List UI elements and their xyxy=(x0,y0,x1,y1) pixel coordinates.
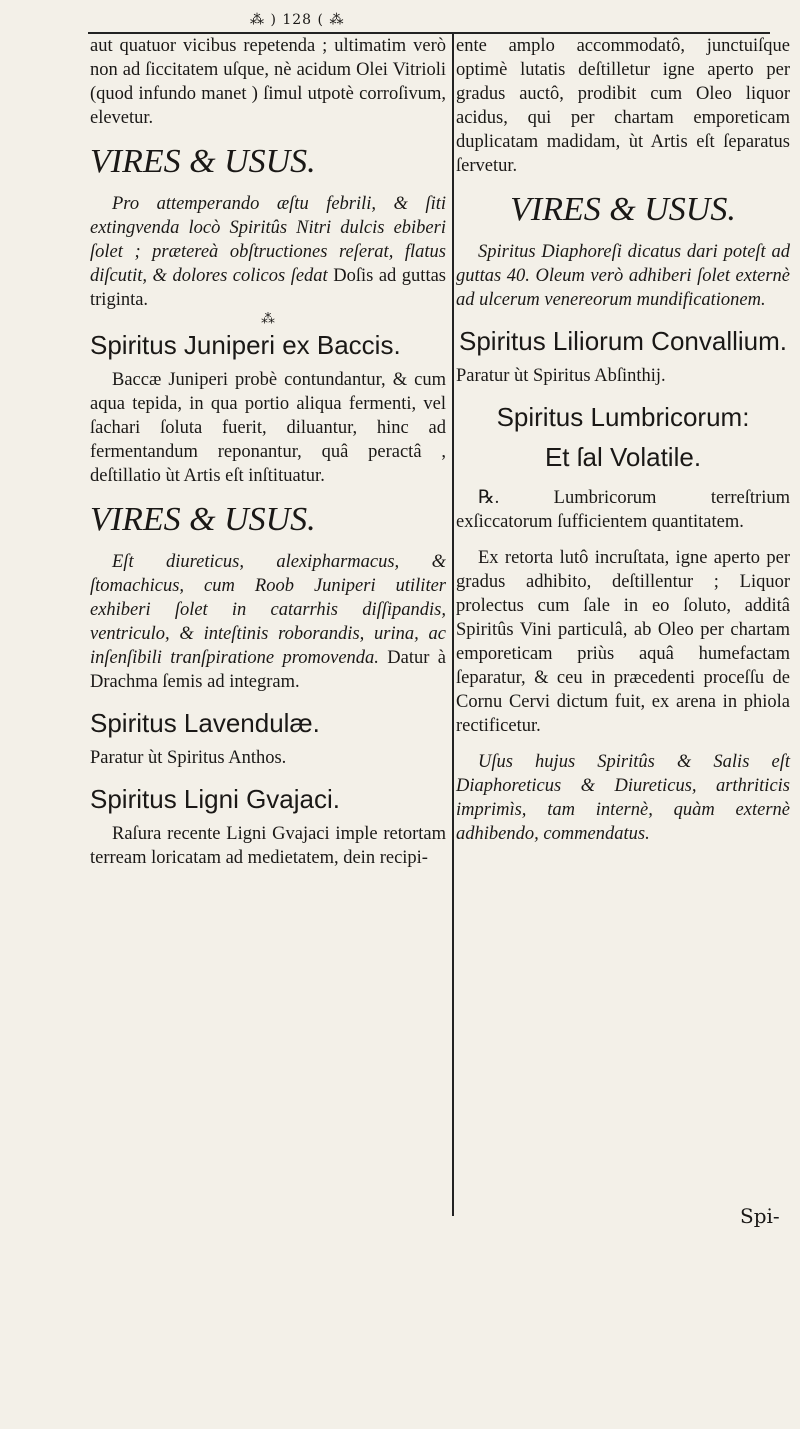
paragraph xyxy=(90,550,446,694)
right-column xyxy=(456,34,790,846)
paragraph: ℞. Lumbricorum terreſtrium exſiccatorum ſufficientem quantitatem. xyxy=(456,488,790,532)
section-heading: Et ſal Volatile. xyxy=(544,442,702,472)
ornament: ⁂ xyxy=(261,312,275,327)
page-header: ⁂ ) 128 ( ⁂ xyxy=(250,12,345,28)
section-heading: Spiritus Lumbricorum: xyxy=(496,402,750,432)
section-heading: Spiritus Liliorum Convallium. xyxy=(459,326,787,356)
paragraph: Spiritus Diaphoreſi dicatus dari poteſt ad guttas 40. Oleum verò adhiberi ſolet externè ad ulcerum venereorum mundificationem. xyxy=(456,242,790,310)
paragraph: Raſura recente Ligni Gvajaci imple retortam terream loricatam ad medietatem, dein recipi- xyxy=(90,824,446,868)
dose-text: Doſis ad guttas triginta. xyxy=(90,266,446,310)
paragraph: Ex retorta lutô incruſtata, igne aperto per gradus adhibito, deſtillentur ; Liquor prolectus cum ſale in eo ſoluto, additâ Spiritûs Vini particulâ, ab Oleo per chartam emporeticam priùs aquâ humefactam ſeparatur, & ceu in præcedenti proceſſu de Cornu Cervi dictum fuit, ex arena in phiola rectificetur. xyxy=(456,548,790,736)
paragraph: Baccæ Juniperi probè contundantur, & cum aqua tepida, in qua portio aliqua fermenti, vel ſachari ſoluta fuerit, diluantur, hinc ad fermentandum reponantur, quâ peractâ , deſtillatio ùt Artis eſt inſtituatur. xyxy=(90,370,446,486)
section-heading: Spiritus Lavendulæ. xyxy=(90,708,320,738)
section-heading: Spiritus Juniperi ex Baccis. xyxy=(90,330,401,360)
paragraph: ente amplo accommodatô, junctuiſque optimè lutatis deſtilletur igne aperto per gradus auctô, prodibit cum Oleo liquor acidus, qui per chartam emporeticam duplicatam madidam, ùt Artis eſt ſeparatus ſervetur. xyxy=(456,36,790,176)
catchword: Spi- xyxy=(740,1204,780,1228)
left-column xyxy=(90,34,446,870)
section-heading: Spiritus Ligni Gvajaci. xyxy=(90,784,340,814)
italic-text: Eſt diureticus, alexipharmacus, & ſtomachicus, cum Roob Juniperi utiliter exhiberi ſolet in catarrhis diſſipandis, ventriculo, & inteſtinis roborandis, urina, ac inſenſibili tranſpiratione promovenda. xyxy=(90,552,446,668)
paragraph: Uſus hujus Spiritûs & Salis eſt Diaphoreticus & Diureticus, arthriticis imprimìs, tam internè, quàm externè adhibendo, commendatus. xyxy=(456,752,790,844)
section-heading: VIRES & USUS. xyxy=(510,191,736,228)
dose-text: Datur à Drachma ſemis ad integram. xyxy=(90,648,446,692)
column-divider xyxy=(452,34,454,1216)
paragraph xyxy=(90,192,446,312)
section-heading: VIRES & USUS. xyxy=(90,143,316,180)
paragraph: aut quatuor vicibus repetenda ; ultimatim verò non ad ſiccitatem uſque, nè acidum Olei Vitrioli (quod infundo manet ) ſimul utpotè corroſivum, elevetur. xyxy=(90,36,446,128)
paragraph: Paratur ùt Spiritus Anthos. xyxy=(90,748,287,768)
italic-text: Pro attemperando æſtu febrili, & ſiti extingvenda locò Spiritûs Nitri dulcis ebiberi ſolet ; prætereà obſtructiones reſerat, flatus diſcutit, & dolores colicos ſedat xyxy=(90,194,446,286)
paragraph: Paratur ùt Spiritus Abſinthij. xyxy=(456,366,666,386)
section-heading: VIRES & USUS. xyxy=(90,501,316,538)
